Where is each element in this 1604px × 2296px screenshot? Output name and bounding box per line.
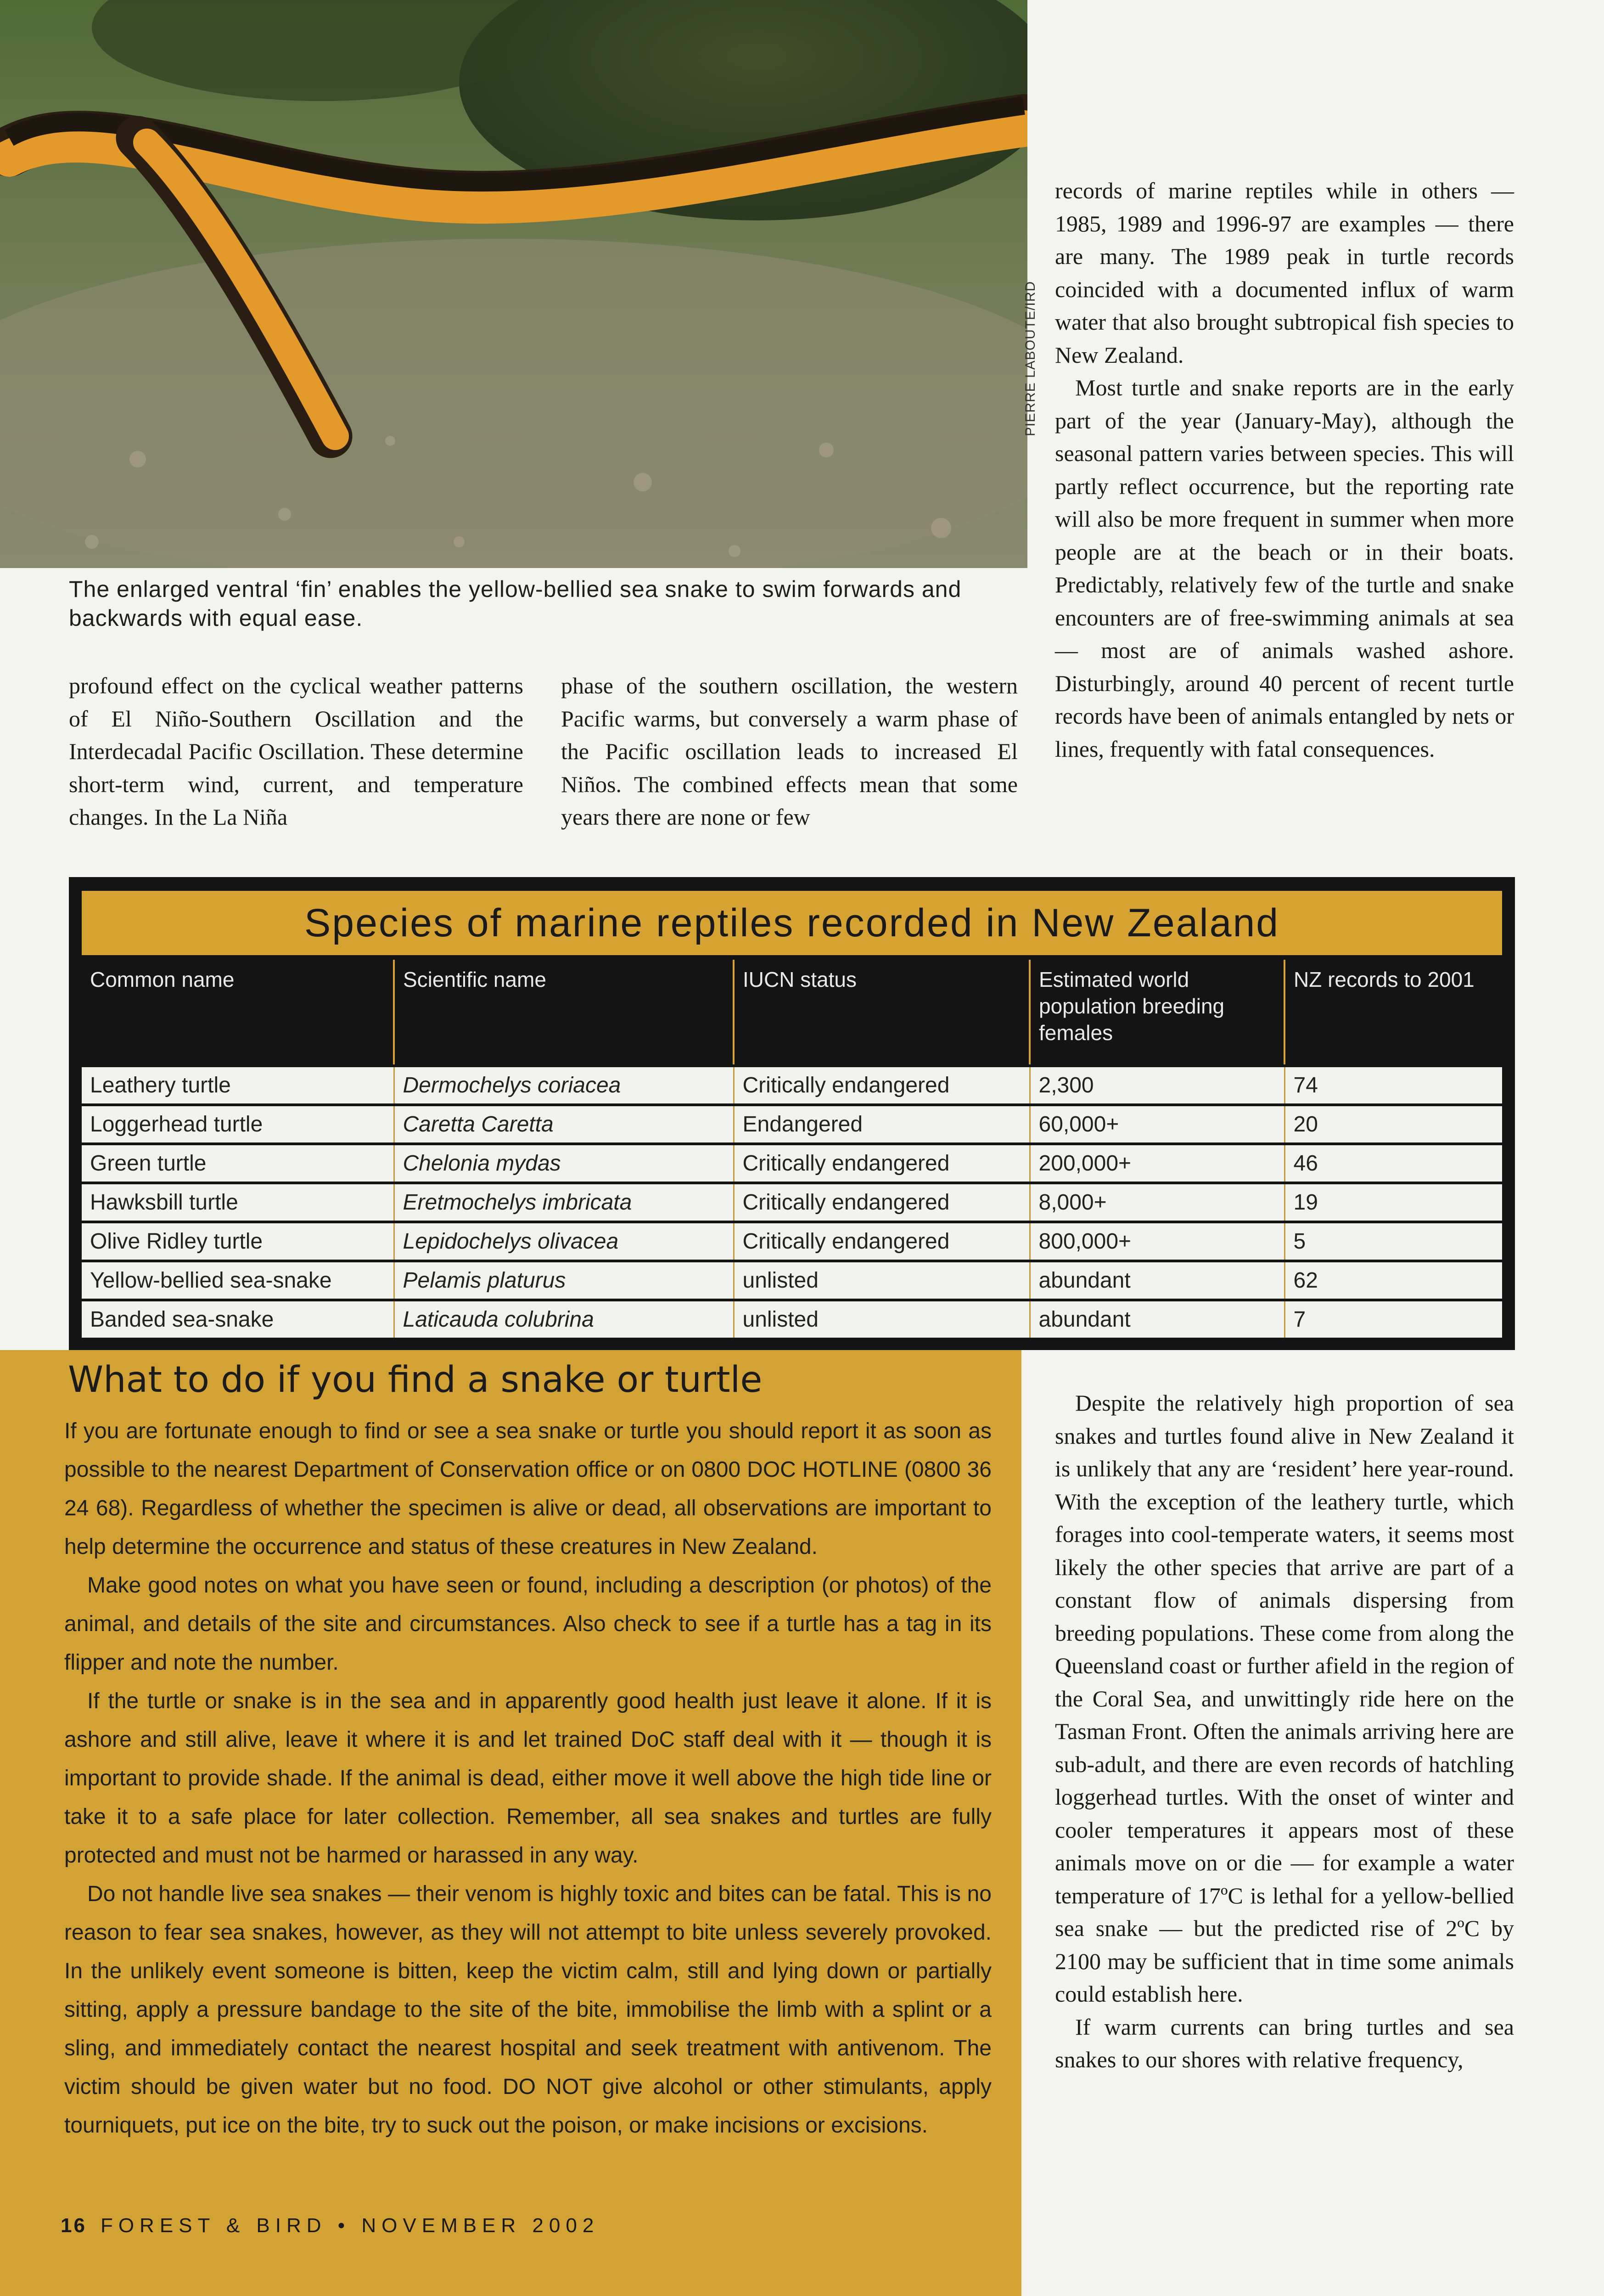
table-cell: Pelamis platurus	[394, 1261, 734, 1300]
table-cell: 46	[1284, 1144, 1502, 1183]
table-cell: Critically endangered	[734, 1183, 1030, 1222]
article-column-2	[561, 670, 1018, 834]
table-cell: 19	[1284, 1183, 1502, 1222]
publication-info: FOREST & BIRD • NOVEMBER 2002	[100, 2214, 600, 2237]
species-table-panel	[69, 877, 1515, 1350]
table-header: Common name	[90, 968, 235, 991]
table-cell: unlisted	[734, 1261, 1030, 1300]
photo-caption: The enlarged ventral ‘fin’ enables the yellow-bellied sea snake to swim forwards and backwards with equal ease.	[69, 576, 962, 631]
table-cell: Olive Ridley turtle	[82, 1222, 394, 1261]
table-header-row	[82, 960, 1502, 1066]
info-paragraph: If the turtle or snake is in the sea and in apparently good health just leave it alone. If it is ashore and still alive, leave it where it is and let trained DoC staff deal with it — though it is important to provide shade. If the animal is dead, either move it well above the high tide line or take it to a safe place for later collection. Remember, all sea snakes and turtles are fully protected and must not be harmed or harassed in any way.	[64, 1689, 992, 1868]
article-paragraph: If warm currents can bring turtles and sea snakes to our shores with relative frequency,	[1055, 2014, 1514, 2072]
article-paragraph: Most turtle and snake reports are in the early part of the year (January-May), although the seasonal pattern varies between species. This will partly reflect occurrence, but the reporting rate will also be more frequent in summer when more people are at the beach or in their boats. Predictably, relatively few of the turtle and snake encounters are of free-swimming animals at sea — most are of animals washed ashore. Disturbingly, around 40 percent of recent turtle records have been of animals entangled by nets or lines, frequently with fatal consequences.	[1055, 375, 1514, 762]
article-text: profound effect on the cyclical weather patterns of El Niño-Southern Oscillation and the Interdecadal Pacific Oscillation. These determine short-term wind, current, and temperature changes. In the La Niña	[69, 673, 523, 830]
table-cell: Yellow-bellied sea-snake	[82, 1261, 394, 1300]
article-column-1	[69, 670, 523, 834]
table-cell: Leathery turtle	[82, 1066, 394, 1105]
table-cell: Eretmochelys imbricata	[394, 1183, 734, 1222]
table-cell: Laticauda colubrina	[394, 1300, 734, 1338]
table-cell: Hawksbill turtle	[82, 1183, 394, 1222]
table-row	[82, 1261, 1502, 1300]
table-row	[82, 1105, 1502, 1144]
table-title: Species of marine reptiles recorded in New Zealand	[82, 891, 1502, 955]
table-cell: 8,000+	[1030, 1183, 1284, 1222]
table-cell: 60,000+	[1030, 1105, 1284, 1144]
table-cell: abundant	[1030, 1261, 1284, 1300]
table-cell: Loggerhead turtle	[82, 1105, 394, 1144]
table-header: Scientific name	[394, 960, 734, 1066]
article-column-3	[1055, 174, 1514, 765]
table-cell: unlisted	[734, 1300, 1030, 1338]
info-box-title: What to do if you find a snake or turtle	[68, 1359, 763, 1401]
table-cell: Endangered	[734, 1105, 1030, 1144]
table-cell: 62	[1284, 1261, 1502, 1300]
table-cell: 74	[1284, 1066, 1502, 1105]
table-cell: Dermochelys coriacea	[394, 1066, 734, 1105]
table-cell: Lepidochelys olivacea	[394, 1222, 734, 1261]
table-cell: Critically endangered	[734, 1144, 1030, 1183]
article-paragraph: records of marine reptiles while in others — 1985, 1989 and 1996-97 are examples — there are many. The 1989 peak in turtle records coincided with a documented influx of warm water that also brought subtropical fish species to New Zealand.	[1055, 178, 1514, 368]
table-cell: 800,000+	[1030, 1222, 1284, 1261]
table-cell: 2,300	[1030, 1066, 1284, 1105]
page-number: 16	[61, 2214, 87, 2237]
table-cell: abundant	[1030, 1300, 1284, 1338]
info-box-body	[64, 1412, 992, 2145]
table-header: Estimated world population breeding females	[1030, 960, 1284, 1066]
table-cell: Critically endangered	[734, 1222, 1030, 1261]
article-text: phase of the southern oscillation, the western Pacific warms, but conversely a warm phase of the Pacific oscillation leads to increased El Niños. The combined effects mean that some years there are none or few	[561, 673, 1018, 830]
table-header: NZ records to 2001	[1284, 960, 1502, 1066]
info-paragraph: If you are fortunate enough to find or see a sea snake or turtle you should report it as soon as possible to the nearest Department of Conservation office or on 0800 DOC HOTLINE (0800 36 24 68). Regardless of whether the specimen is alive or dead, all observations are important to help determine the occurrence and status of these creatures in New Zealand.	[64, 1419, 992, 1559]
photo-credit: PIERRE LABOUTE/IRD	[1023, 281, 1038, 436]
table-cell: 200,000+	[1030, 1144, 1284, 1183]
table-cell: Chelonia mydas	[394, 1144, 734, 1183]
page-footer	[61, 2214, 599, 2237]
info-paragraph: Make good notes on what you have seen or found, including a description (or photos) of the animal, and details of the site and circumstances. Also check to see if a turtle has a tag in its flipper and note the number.	[64, 1573, 992, 1675]
table-cell: Green turtle	[82, 1144, 394, 1183]
table-cell: Banded sea-snake	[82, 1300, 394, 1338]
table-cell: 7	[1284, 1300, 1502, 1338]
article-paragraph: Despite the relatively high proportion of sea snakes and turtles found alive in New Zealand it is unlikely that any are ‘resident’ here year-round. With the exception of the leathery turtle, which forages into cool-temperate waters, it seems most likely the other species that arrive are part of a constant flow of animals dispersing from breeding populations. These come from along the Queensland coast or further afield in the region of the Coral Sea, and unwittingly ride here on the Tasman Front. Often the animals arriving here are sub-adult, and there are even records of hatchling loggerhead turtles. With the onset of winter and cooler temperatures it appears most of these animals move on or die — for example a water temperature of 17ºC is lethal for a yellow-bellied sea snake — but the predicted rise of 2ºC by 2100 may be sufficient that in time some animals could establish here.	[1055, 1390, 1514, 2007]
article-column-right	[1055, 1387, 1514, 2077]
table-row	[82, 1300, 1502, 1338]
info-paragraph: Do not handle live sea snakes — their venom is highly toxic and bites can be fatal. This is no reason to fear sea snakes, however, as they will not attempt to bite unless severely provoked. In the unlikely event someone is bitten, keep the victim calm, still and lying down or partially sitting, apply a pressure bandage to the site of the bite, immobilise the limb with a splint or a sling, and immediately contact the nearest hospital and seek treatment with antivenom. The victim should be given water but no food. DO NOT give alcohol or other stimulants, apply tourniquets, put ice on the bite, try to suck out the poison, or make incisions or excisions.	[64, 1882, 992, 2138]
table-cell: 5	[1284, 1222, 1502, 1261]
table-row	[82, 1144, 1502, 1183]
table-header: IUCN status	[734, 960, 1030, 1066]
table-row	[82, 1066, 1502, 1105]
table-cell: 20	[1284, 1105, 1502, 1144]
species-table	[82, 960, 1502, 1338]
table-cell: Caretta Caretta	[394, 1105, 734, 1144]
table-cell: Critically endangered	[734, 1066, 1030, 1105]
table-row	[82, 1222, 1502, 1261]
sea-snake-photo	[0, 0, 1027, 568]
table-row	[82, 1183, 1502, 1222]
